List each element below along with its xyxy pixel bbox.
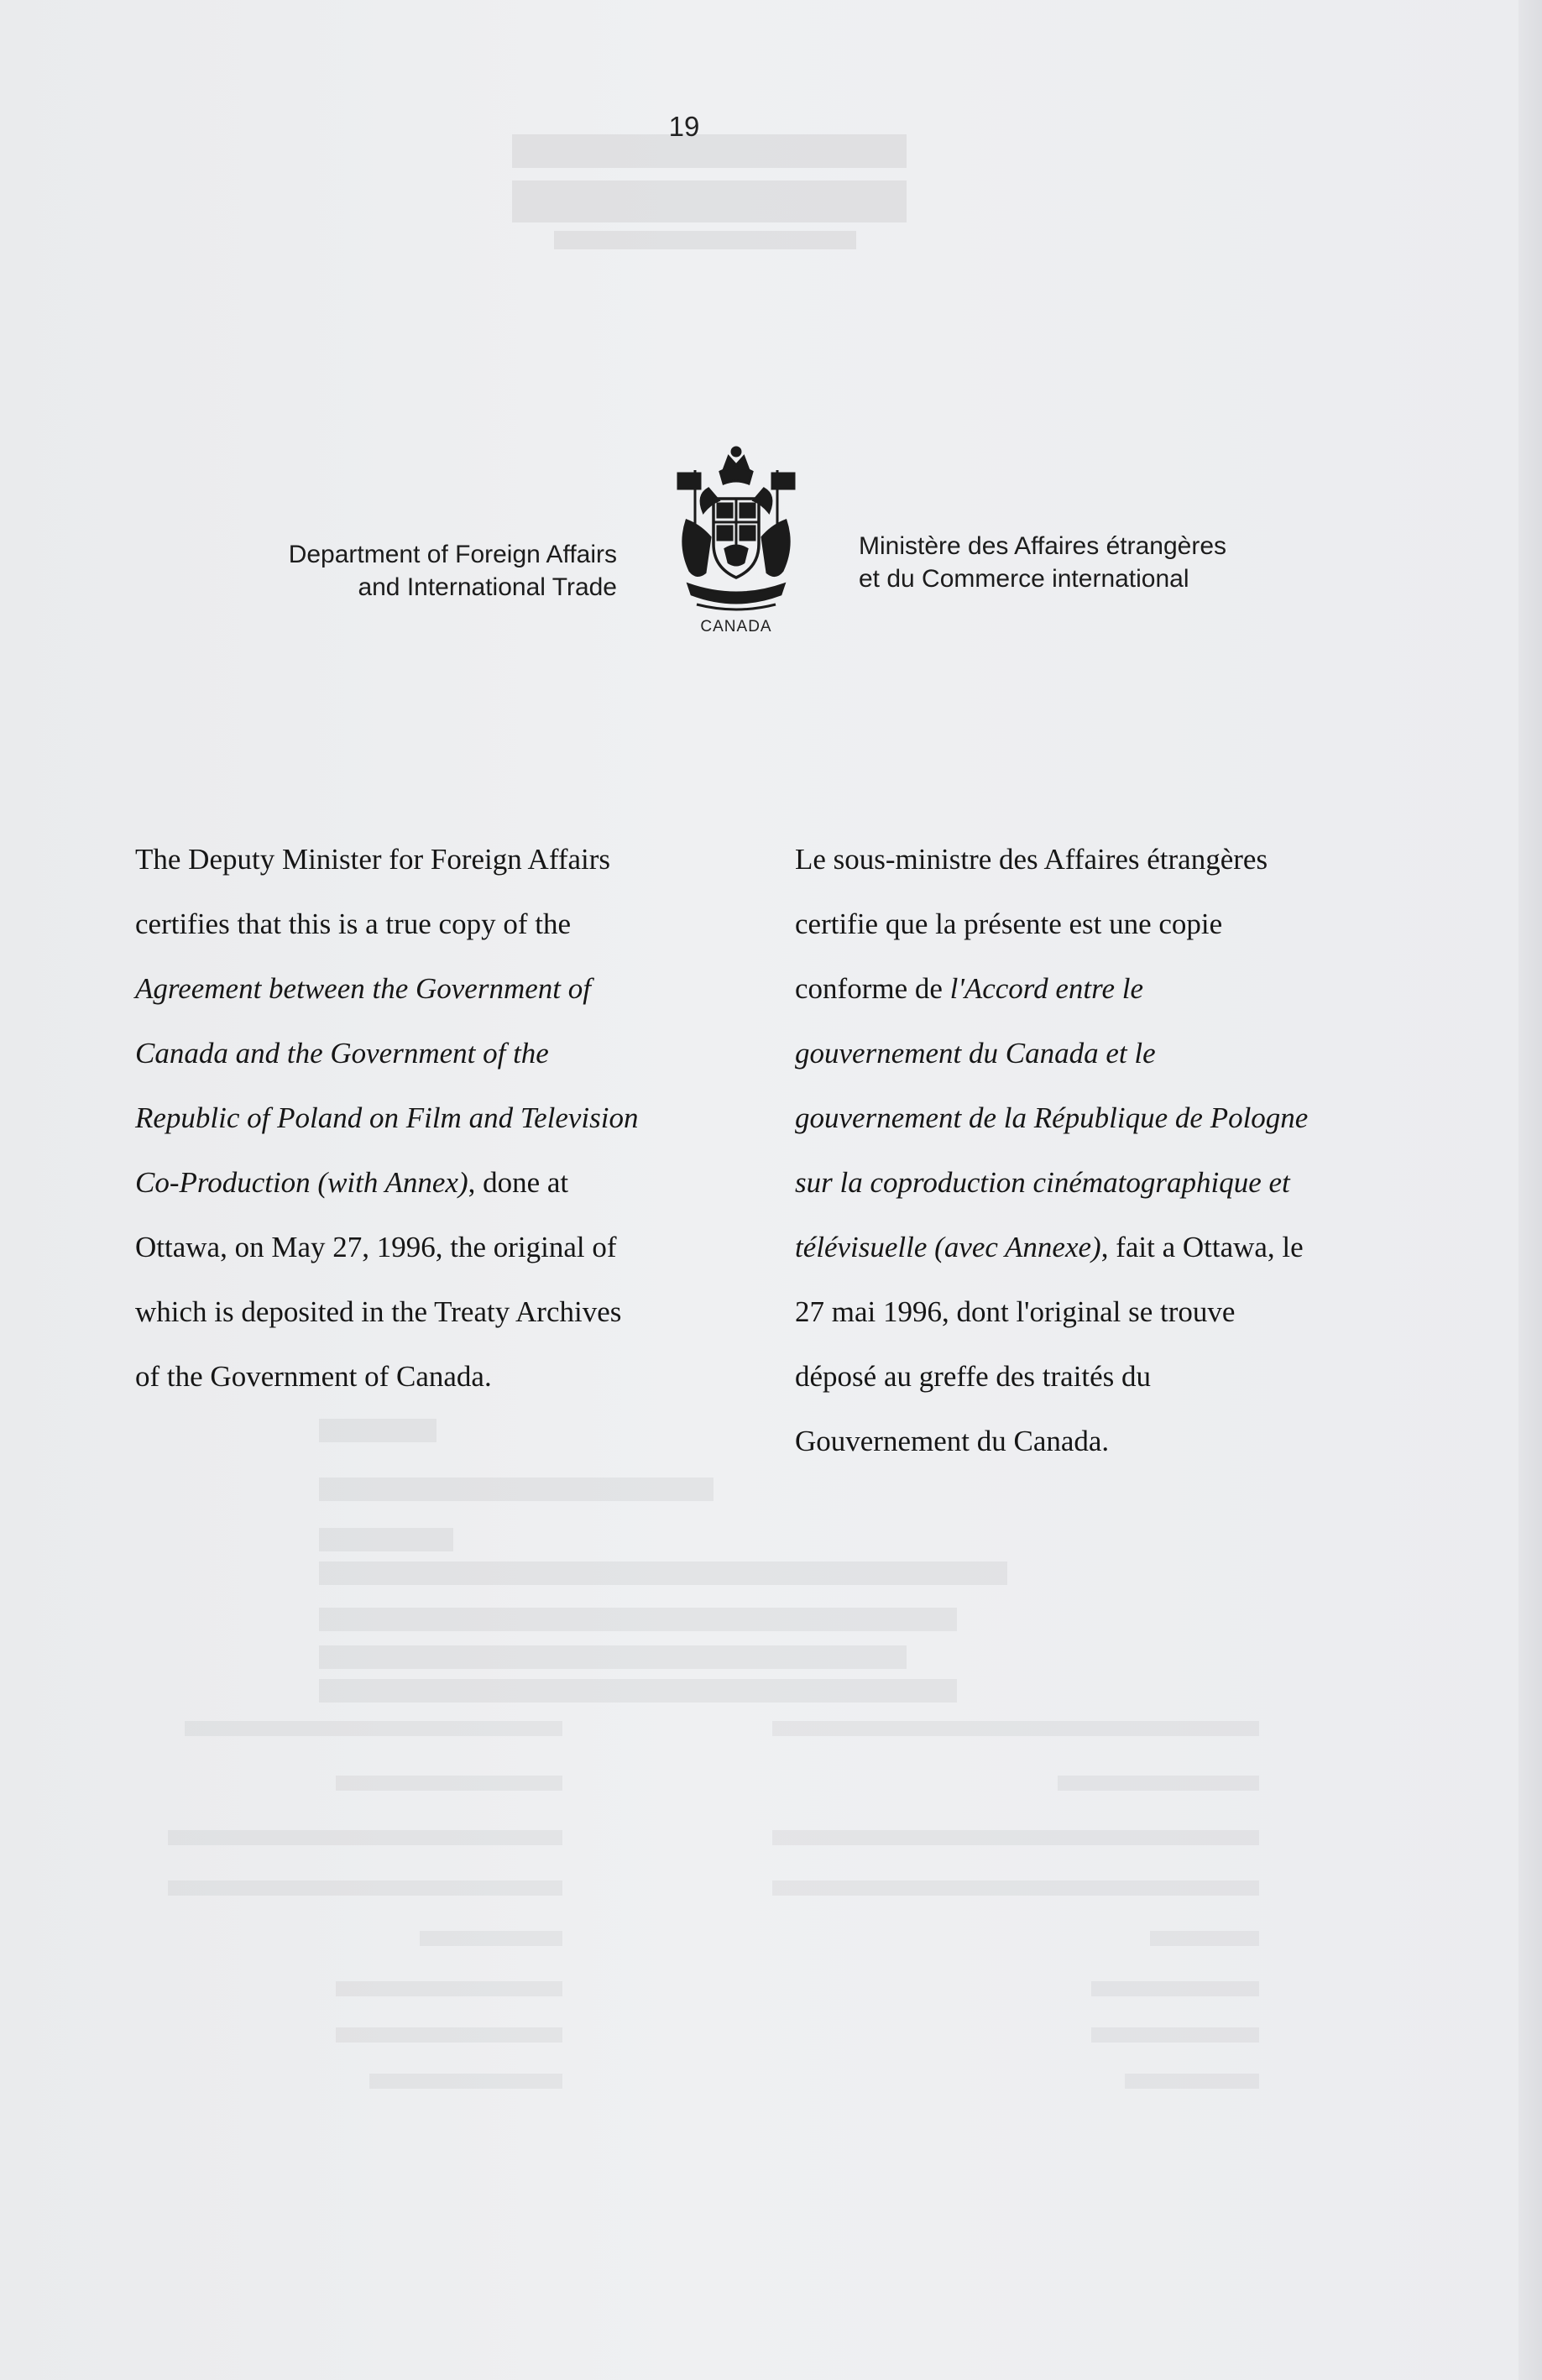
bleed-through-columns xyxy=(168,1704,1309,2099)
department-name-french-line: Ministère des Affaires étrangères xyxy=(859,532,1227,560)
text-segment: which is deposited in the Treaty Archives xyxy=(135,1295,622,1328)
emblem-label: CANADA xyxy=(700,618,772,636)
italic-text-segment: l'Accord entre le xyxy=(949,972,1143,1005)
department-name-english xyxy=(201,538,617,604)
certification-french-line xyxy=(795,1150,1383,1215)
text-segment: certifies that this is a true copy of the xyxy=(135,908,572,940)
text-segment: Ottawa, on May 27, 1996, the original of xyxy=(135,1231,617,1263)
certification-english-line xyxy=(135,1279,740,1344)
certification-french-line xyxy=(795,827,1383,892)
certification-french-line xyxy=(795,1279,1383,1344)
text-segment: , done at xyxy=(468,1166,569,1199)
italic-text-segment: Canada and the Government of the xyxy=(135,1037,549,1070)
page-number: 19 xyxy=(668,111,700,142)
department-name-french-line: et du Commerce international xyxy=(859,565,1189,593)
certification-french xyxy=(795,827,1383,1473)
text-segment: Gouvernement du Canada. xyxy=(795,1425,1110,1457)
text-segment: Le sous-ministre des Affaires étrangères xyxy=(795,843,1268,876)
department-name-french xyxy=(859,530,1329,595)
department-name-english-line: Department of Foreign Affairs xyxy=(288,541,617,568)
certification-french-line xyxy=(795,1085,1383,1150)
certification-french-line xyxy=(795,1344,1383,1409)
text-segment: certifie que la présente est une copie xyxy=(795,908,1223,940)
italic-text-segment: télévisuelle (avec Annexe) xyxy=(795,1231,1101,1263)
department-name-english-line: and International Trade xyxy=(358,573,617,601)
certification-english-line xyxy=(135,1021,740,1085)
text-segment: of the Government of Canada. xyxy=(135,1360,492,1393)
text-segment: The Deputy Minister for Foreign Affairs xyxy=(135,843,611,876)
certification-french-line xyxy=(795,956,1383,1021)
certification-english-line xyxy=(135,1215,740,1279)
certification-french-line xyxy=(795,892,1383,956)
certification-english-line xyxy=(135,956,740,1021)
text-segment: conforme de xyxy=(795,972,950,1005)
italic-text-segment: Co-Production (with Annex) xyxy=(135,1166,468,1199)
certification-french-line xyxy=(795,1409,1383,1473)
coat-of-arms-icon xyxy=(672,445,801,613)
bleed-through-emblem xyxy=(504,118,923,260)
italic-text-segment: Agreement between the Government of xyxy=(135,972,591,1005)
text-segment: déposé au greffe des traités du xyxy=(795,1360,1152,1393)
certification-english-line xyxy=(135,1085,740,1150)
italic-text-segment: gouvernement de la République de Pologne xyxy=(795,1101,1309,1134)
certification-french-line xyxy=(795,1215,1383,1279)
italic-text-segment: sur la coproduction cinématographique et xyxy=(795,1166,1290,1199)
certification-french-line xyxy=(795,1021,1383,1085)
certification-english-line xyxy=(135,1344,740,1409)
italic-text-segment: gouvernement du Canada et le xyxy=(795,1037,1156,1070)
page-edge xyxy=(1518,0,1542,2380)
italic-text-segment: Republic of Poland on Film and Television xyxy=(135,1101,639,1134)
certification-english-line xyxy=(135,892,740,956)
text-segment: 27 mai 1996, dont l'original se trouve xyxy=(795,1295,1236,1328)
certification-english xyxy=(135,827,740,1409)
text-segment: , fait a Ottawa, le xyxy=(1100,1231,1304,1263)
certification-english-line xyxy=(135,827,740,892)
certification-english-line xyxy=(135,1150,740,1215)
